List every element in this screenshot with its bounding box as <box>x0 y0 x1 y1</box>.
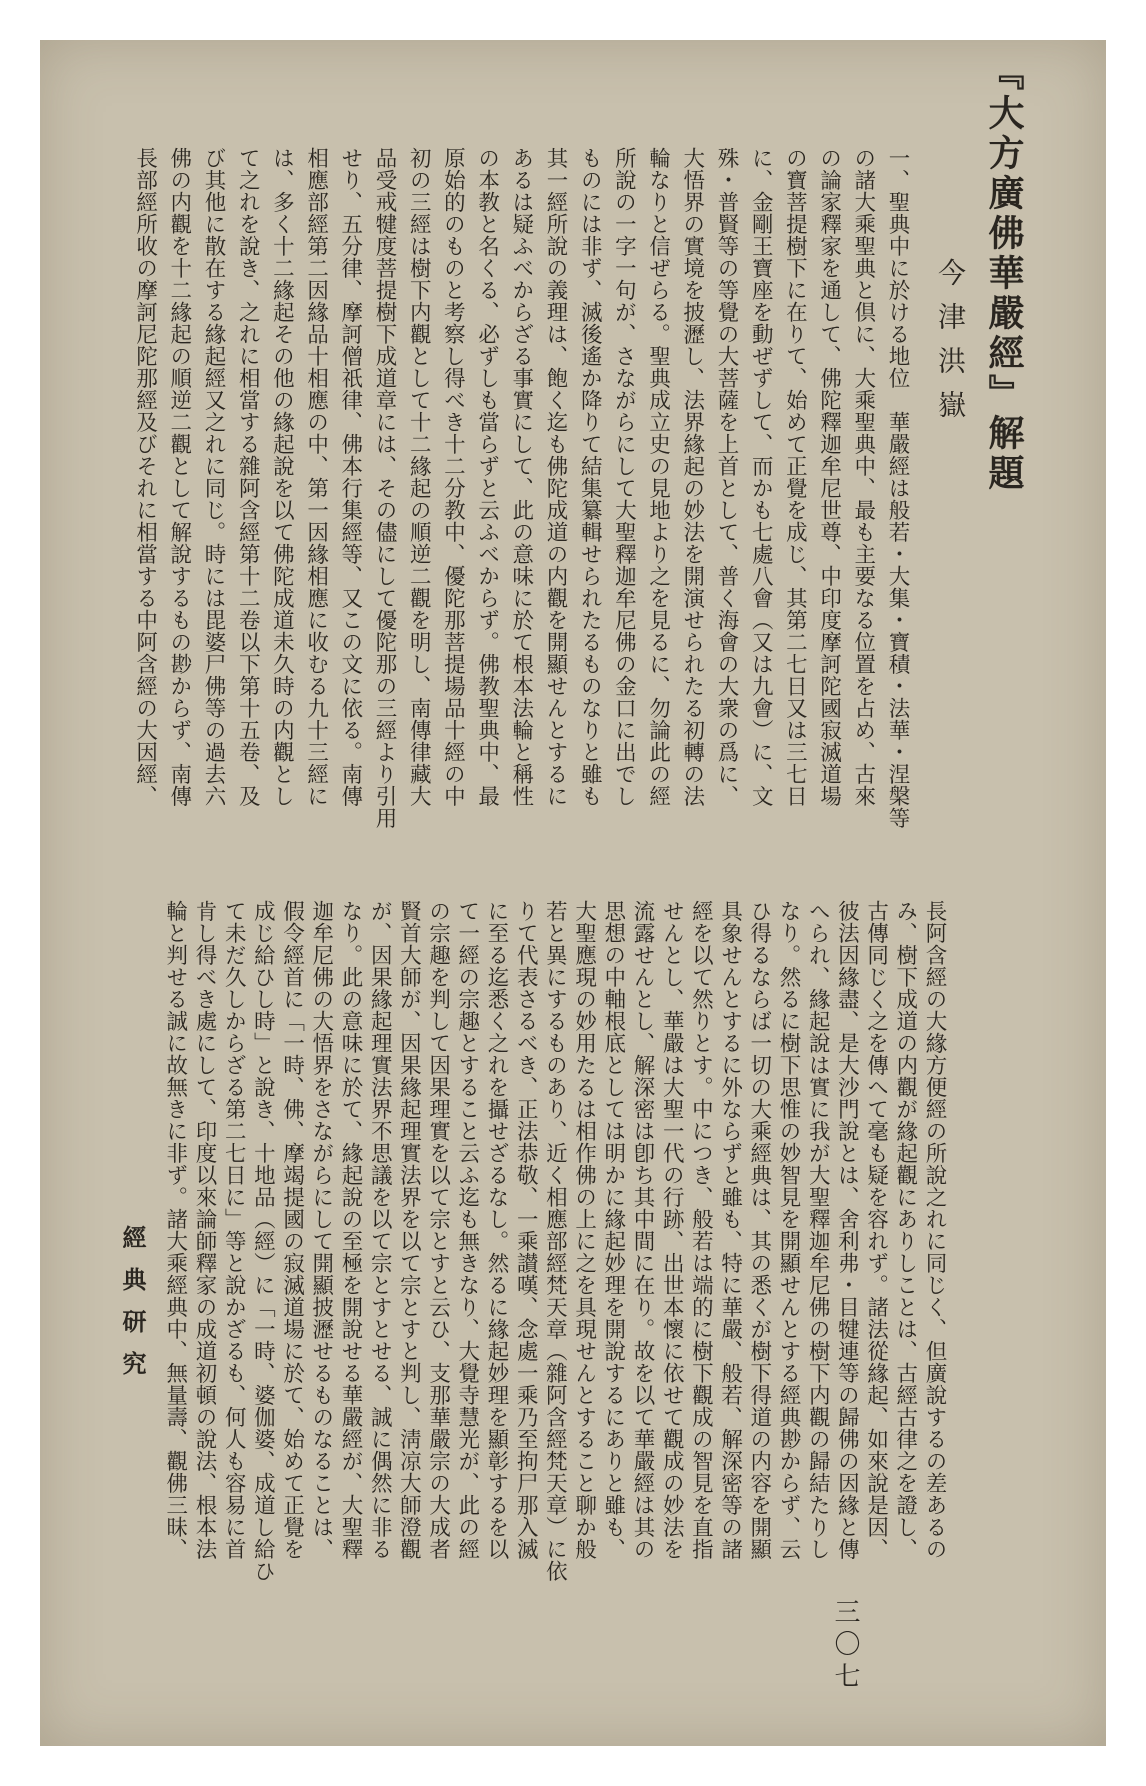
text-column: 經を以て然りとす。中につき、般若は端的に樹下觀成の智見を直指 <box>688 900 714 1560</box>
text-column: 輪なりと信ぜらる。聖典成立史の見地より之を見るに、勿論此の經 <box>645 147 671 807</box>
text-column: へられ、緣起說は實に我が大聖釋迦牟尼佛の樹下内觀の歸結たりし <box>805 900 831 1560</box>
text-column: の宗趣を判して因果理實を以て宗とすと云ひ、支那華嚴宗の大成者 <box>425 900 451 1560</box>
text-column: の寶菩提樹下に在りて、始めて正覺を成じ、其第二七日又は三七日 <box>782 147 808 807</box>
text-column: 佛の内觀を十二緣起の順逆二觀として解說するもの尠からず、南傳 <box>166 147 192 807</box>
text-column: 迦牟尼佛の大悟界をさながらにして開顯披瀝せるものなることは、 <box>308 900 334 1560</box>
text-column: 所說の一字一句が、さながらにして大聖釋迦牟尼佛の金口に出でし <box>611 147 637 807</box>
text-column: 原始的のものと考察し得べき十二分教中、優陀那菩提場品十經の中 <box>440 147 466 807</box>
text-column: 殊・普賢等の等覺の大菩薩を上首として、普く海會の大衆の爲に、 <box>714 147 739 807</box>
page-number: 三〇七 <box>830 1598 860 1694</box>
book-page <box>40 40 1106 1746</box>
text-column: の諸大乘聖典と倶に、大乘聖典中、最も主要なる位置を占め、古來 <box>850 147 876 807</box>
text-column: 長部經所收の摩訶尼陀那經及びそれに相當する中阿含經の大因經、 <box>132 147 158 807</box>
text-column: に至る迄悉く之れを攝せざるなし。然るに緣起妙理を顯彰するを以 <box>484 900 509 1560</box>
text-column: が、因果緣起理實法界不思議を以て宗とすとせる、誠に偶然に非る <box>367 900 393 1560</box>
text-column: て一經の宗趣とすること云ふ迄も無きなり、大覺寺慧光が、此の經 <box>454 900 480 1560</box>
text-column: て未だ久しからざる第二七日に」等と說かざるも、何人も容易に首 <box>221 900 247 1560</box>
text-column: 一、聖典中に於ける地位 華嚴經は般若・大集・寶積・法華・涅槃等 <box>885 147 910 829</box>
text-column: 肯し得べき處にして、印度以來論師釋家の成道初頓の說法、根本法 <box>192 900 217 1560</box>
text-column: 初の三經は樹下内觀として十二緣起の順逆二觀を明し、南傳律藏大 <box>406 147 432 807</box>
text-column: 具象せんとするに外ならずと雖も、特に華嚴、般若、解深密等の諸 <box>717 900 743 1560</box>
text-column: ひ得るならば一切の大乘經典は、其の悉くが樹下得道の内容を開顯 <box>746 900 772 1560</box>
text-column: は、多く十二緣起その他の緣起說を以て佛陀成道未久時の内觀とし <box>269 147 295 807</box>
text-column: ものには非ず、滅後遙か降りて結集纂輯せられたるものなりと雖も <box>577 147 603 807</box>
text-column: て之れを說き、之れに相當する雜阿含經第十二卷以下第十五卷、及 <box>235 147 261 807</box>
text-column: 古傳同じく之を傳へて毫も疑を容れず。諸法從緣起、如來說是因、 <box>863 900 889 1560</box>
text-column: に、金剛王寶座を動ぜずして、而かも七處八會（又は九會）に、文 <box>748 147 774 807</box>
text-column: の本教と名くる、必ずしも當らずと云ふべからず。佛教聖典中、最 <box>474 147 500 807</box>
text-column: りて代表さるべき、正法恭敬、一乘讃嘆、念處一乘乃至拘尸那入滅 <box>513 900 539 1560</box>
text-column: 若と異にするものあり、近く相應部經梵天章（雜阿含經梵天章）に依 <box>542 900 568 1582</box>
text-column: 輪と判せる誠に故無きに非ず。諸大乘經典中、無量壽、觀佛三昧、 <box>162 900 188 1560</box>
text-column: 彼法因緣盡、是大沙門說とは、舍利弗・目犍連等の歸佛の因緣と傳 <box>834 900 860 1560</box>
text-column: び其他に散在する緣起經又之れに同じ。時には毘婆尸佛等の過去六 <box>201 147 226 807</box>
text-column: あるは疑ふべからざる事實にして、此の意味に於て根本法輪と稱性 <box>508 147 534 807</box>
text-column: 假令經首に「一時、佛、摩竭提國の寂滅道場に於て、始めて正覺を <box>279 900 305 1560</box>
text-column: の論家釋家を通して、佛陀釋迦牟尼世尊、中印度摩訶陀國寂滅道場 <box>816 147 842 807</box>
text-column: せんとし、華嚴は大聖一代の行跡、出世本懷に依せて觀成の妙法を <box>659 900 685 1560</box>
text-column: 思想の中軸根底としては明かに緣起妙理を開說するにありと雖も、 <box>600 900 626 1560</box>
text-column: 品受戒犍度菩提樹下成道章には、その儘にして優陀那の三經より引用 <box>372 147 397 829</box>
author-name: 今津洪嶽 <box>934 258 967 434</box>
text-column: 大聖應現の妙用たるは相作佛の上に之を具現せんとすること聊か般 <box>571 900 597 1560</box>
text-column: 大悟界の實境を披瀝し、法界緣起の妙法を開演せられたる初轉の法 <box>679 147 705 807</box>
text-column: み、樹下成道の内觀が緣起觀にありしことは、古經古律之を證し、 <box>892 900 918 1560</box>
text-column: 長阿含經の大緣方便經の所說之れに同じく、但廣說するの差あるの <box>922 900 947 1560</box>
text-column: なり。然るに樹下思惟の妙智見を開顯せんとする經典尠からず、云 <box>776 900 801 1560</box>
text-column: 賢首大師が、因果緣起理實法界を以て宗とすと判し、淸凉大師澄觀 <box>396 900 422 1560</box>
text-column: 成じ給ひし時」と說き、十地品（經）に「一時、婆伽婆、成道し給ひ <box>250 900 276 1582</box>
text-column: 其一經所說の義理は、飽く迄も佛陀成道の内觀を開顯せんとするに <box>543 147 568 807</box>
running-footer: 經典研究 <box>118 1225 147 1393</box>
text-column: 流露せんとし、解深密は卽ち其中間に在り。故を以て華嚴經は其の <box>630 900 655 1560</box>
article-title: 『大方廣佛華嚴經』解題 <box>983 54 1025 494</box>
text-column: 相應部經第二因緣品十相應の中、第一因緣相應に收むる九十三經に <box>303 147 329 807</box>
text-column: せり、五分律、摩訶僧祇律、佛本行集經等、又この文に依る。南傳 <box>337 147 363 807</box>
text-column: なり。此の意味に於て、緣起說の至極を開說せる華嚴經が、大聖釋 <box>338 900 363 1560</box>
